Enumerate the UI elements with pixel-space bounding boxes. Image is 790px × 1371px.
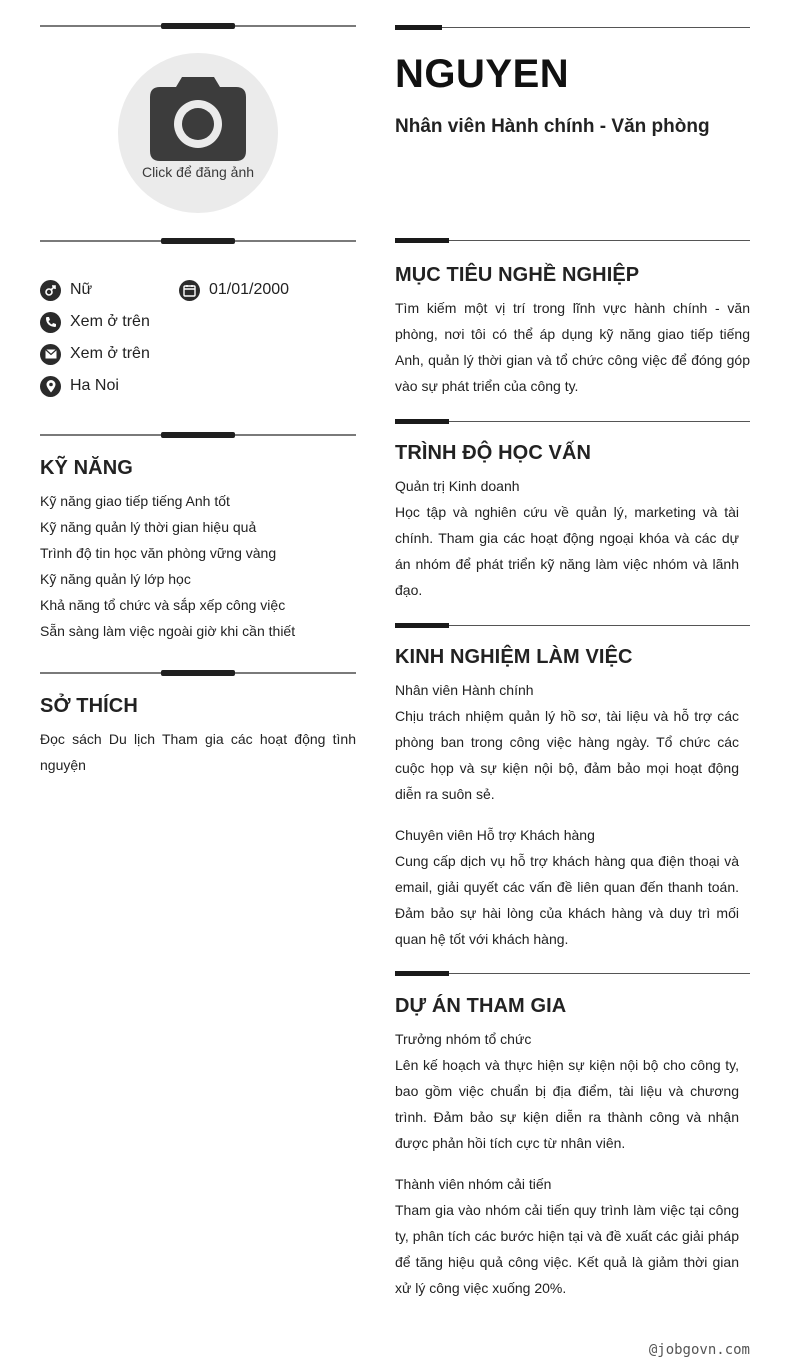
address-value: Ha Noi <box>70 377 119 394</box>
job-description: Cung cấp dịch vụ hỗ trợ khách hàng qua điện thoại và email, giải quyết các vấn đề liên quan đến thanh toán. Đảm bảo sự hài lòng của khách hàng và duy trì mối quan hệ tốt với khách hàng. <box>395 853 739 947</box>
skill-item: Kỹ năng giao tiếp tiếng Anh tốt <box>40 493 230 509</box>
address-row <box>40 375 119 397</box>
calendar-icon <box>179 280 200 301</box>
divider <box>40 23 356 29</box>
objective-heading: MỤC TIÊU NGHỀ NGHIỆP <box>395 264 640 286</box>
birthday-row <box>179 279 289 301</box>
divider <box>395 238 750 243</box>
hobbies-text: Đọc sách Du lịch Tham gia các hoạt động tình nguyện <box>40 731 356 773</box>
project-description: Tham gia vào nhóm cải tiến quy trình làm việc tại công ty, phân tích các bước hiện tại và đề xuất các giải pháp để tăng hiệu quả công việc. Kết quả là giảm thời gian xử lý công việc xuống 20%. <box>395 1202 739 1296</box>
birthday-value: 01/01/2000 <box>209 281 290 298</box>
education-text: Học tập và nghiên cứu về quản lý, marketing và tài chính. Tham gia các hoạt động ngoại khóa và các dự án nhóm để phát triển kỹ năng làm việc nhóm và lãnh đạo. <box>395 504 739 598</box>
email-row <box>40 343 150 365</box>
project-role: Trưởng nhóm tổ chức <box>395 1031 532 1047</box>
skill-item: Kỹ năng quản lý lớp học <box>40 571 191 587</box>
camera-icon <box>150 77 246 161</box>
mail-icon <box>40 344 61 365</box>
skill-item: Trình độ tin học văn phòng vững vàng <box>40 545 277 561</box>
email-value: Xem ở trên <box>70 345 150 362</box>
job-role: Chuyên viên Hỗ trợ Khách hàng <box>395 827 595 843</box>
phone-icon <box>40 312 61 333</box>
divider <box>395 971 750 976</box>
location-pin-icon <box>40 376 61 397</box>
divider <box>395 623 750 628</box>
divider <box>395 419 750 424</box>
hobbies-heading: SỞ THÍCH <box>40 695 138 717</box>
skill-item: Sẵn sàng làm việc ngoài giờ khi cần thiết <box>40 623 296 639</box>
watermark: @jobgovn.com <box>648 1342 750 1358</box>
job-description: Chịu trách nhiệm quản lý hồ sơ, tài liệu và hỗ trợ các phòng ban trong công việc hàng ngày. Tổ chức các cuộc họp và sự kiện nội bộ, đảm bảo mọi hoạt động diễn ra suôn sẻ. <box>395 708 739 802</box>
divider <box>395 25 750 30</box>
skill-item: Khả năng tổ chức và sắp xếp công việc <box>40 597 286 613</box>
divider <box>40 432 356 438</box>
job-title: Nhân viên Hành chính - Văn phòng <box>395 116 710 137</box>
objective-text: Tìm kiếm một vị trí trong lĩnh vực hành chính - văn phòng, nơi tôi có thể áp dụng kỹ năng giao tiếp tiếng Anh, quản lý thời gian và tổ chức công việc để đóng góp vào sự phát triển của công ty. <box>395 300 750 394</box>
gender-row <box>40 279 92 301</box>
projects-heading: DỰ ÁN THAM GIA <box>395 995 567 1017</box>
experience-heading: KINH NGHIỆM LÀM VIỆC <box>395 646 633 668</box>
skills-heading: KỸ NĂNG <box>40 457 133 479</box>
job-role: Nhân viên Hành chính <box>395 682 534 698</box>
gender-icon <box>40 280 61 301</box>
divider <box>40 238 356 244</box>
avatar-upload[interactable] <box>118 53 278 213</box>
avatar-upload-label: Click để đăng ảnh <box>141 164 255 180</box>
project-role: Thành viên nhóm cải tiến <box>395 1176 552 1192</box>
phone-row <box>40 311 150 333</box>
phone-value: Xem ở trên <box>70 313 150 330</box>
candidate-name: NGUYEN <box>395 52 570 96</box>
project-description: Lên kế hoạch và thực hiện sự kiện nội bộ cho công ty, bao gồm việc chuẩn bị địa điểm, tài liệu và chương trình. Đảm bảo sự kiện diễn ra thành công và nhận được phản hồi tích cực từ nhân viên. <box>395 1057 739 1151</box>
divider <box>40 670 356 676</box>
skill-item: Kỹ năng quản lý thời gian hiệu quả <box>40 519 257 535</box>
education-heading: TRÌNH ĐỘ HỌC VẤN <box>395 442 592 464</box>
education-major: Quản trị Kinh doanh <box>395 478 520 494</box>
gender-value: Nữ <box>70 281 93 298</box>
